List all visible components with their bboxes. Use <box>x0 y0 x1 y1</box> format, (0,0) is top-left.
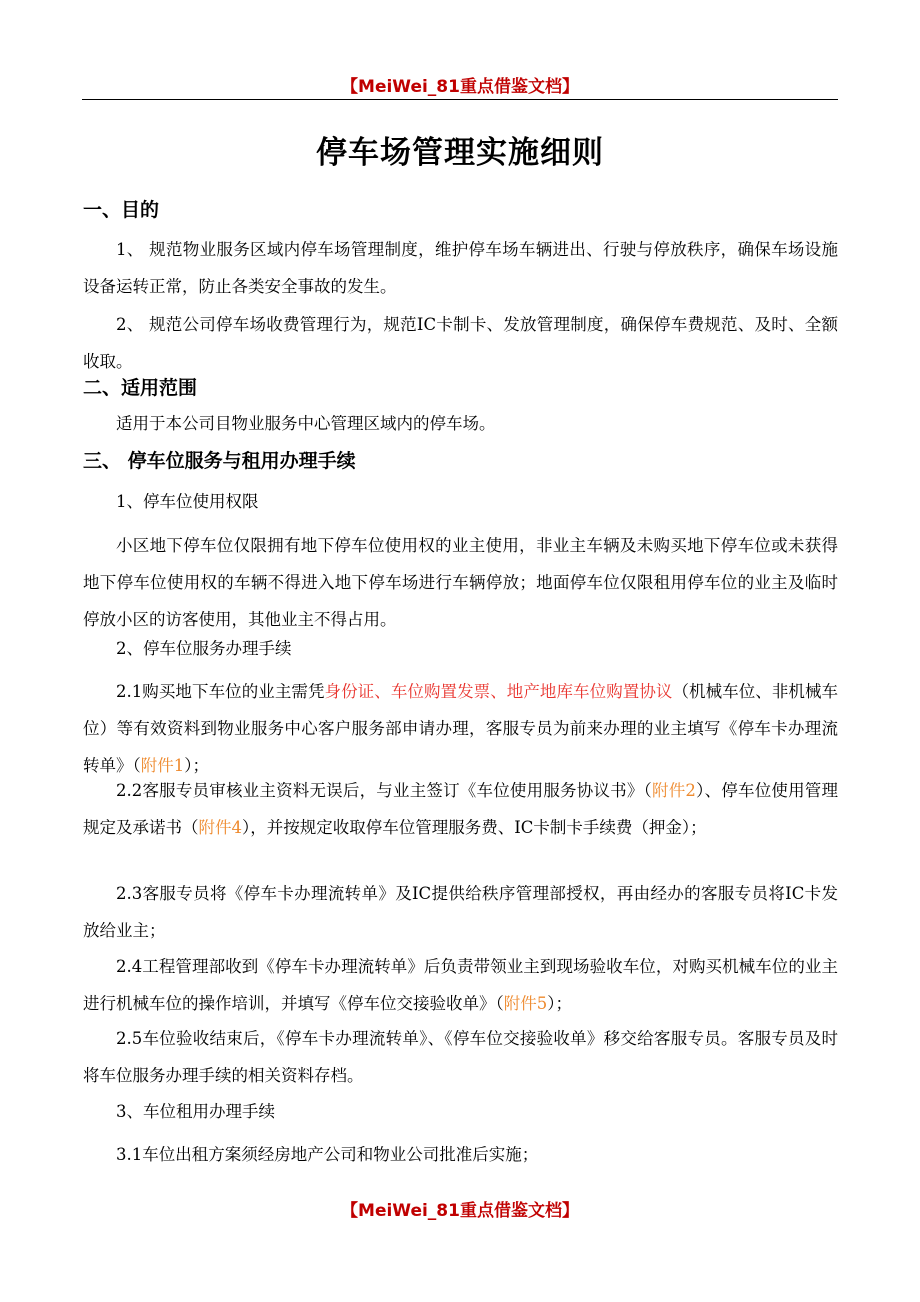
paragraph-2-2 <box>83 772 838 846</box>
highlight-text: 身份证 <box>324 682 375 701</box>
text-run: 2.4工程管理部收到《停车卡办理流转单》后负责带领业主到现场验收车位，对购买机械车位的业主进行机械车位的操作培训，并填写《停车位交接验收单》（ <box>83 957 838 1013</box>
text-run: 2.1购买地下车位的业主需凭 <box>116 682 325 701</box>
paragraph-3: 3、车位租用办理手续 <box>116 1102 275 1121</box>
highlight-text: 地产地库车位购置协议 <box>506 682 673 701</box>
text-run: ）； <box>184 756 209 775</box>
header-watermark: 【MeiWei_81重点借鉴文档】 <box>341 77 579 97</box>
paragraph-2-5: 2.5车位验收结束后，《停车卡办理流转单》、《停车位交接验收单》移交给客服专员。客服专员及时将车位服务办理手续的相关资料存档。 <box>83 1029 838 1085</box>
separator-text: 、 <box>374 682 391 701</box>
header-rule <box>82 99 838 100</box>
text-run: ），并按规定收取停车位管理服务费、IC卡制卡手续费（押金）； <box>242 818 707 837</box>
section-heading-parking: 三、 停车位服务与租用办理手续 <box>83 450 356 472</box>
separator-text: 、 <box>490 682 507 701</box>
text-run: 2.2客服专员审核业主资料无误后，与业主签订《车位使用服务协议书》（ <box>116 781 653 800</box>
paragraph: 2、停车位服务办理手续 <box>116 639 292 658</box>
paragraph: 适用于本公司目物业服务中心管理区域内的停车场。 <box>116 414 496 433</box>
section-heading-purpose: 一、目的 <box>83 199 160 221</box>
page-title: 停车场管理实施细则 <box>316 135 604 171</box>
paragraph-2-4 <box>83 948 838 1022</box>
text-run: ）； <box>547 994 572 1013</box>
section-heading-scope: 二、适用范围 <box>83 377 198 399</box>
footer-watermark: 【MeiWei_81重点借鉴文档】 <box>341 1201 579 1221</box>
attachment-ref: 附件1 <box>140 756 185 775</box>
attachment-ref: 附件2 <box>652 781 696 800</box>
attachment-ref: 附件5 <box>503 994 548 1013</box>
highlight-text: 车位购置发票 <box>390 682 491 701</box>
paragraph-3-1: 3.1车位出租方案须经房地产公司和物业公司批准后实施； <box>116 1145 539 1164</box>
paragraph: 2、 规范公司停车场收费管理行为，规范IC卡制卡、发放管理制度，确保停车费规范、及时、全额收取。 <box>83 315 838 371</box>
paragraph-2-1 <box>83 673 838 784</box>
paragraph: 1、停车位使用权限 <box>116 492 259 511</box>
text-run: ）、停车位使用管理规定及承诺书（ <box>83 781 839 837</box>
text-run: （机械车位、非机械车位）等有效资料到物业服务中心客户服务部申请办理，客服专员为前来办理的业主填写《停车卡办理流转单》（ <box>83 682 839 775</box>
paragraph-2-3: 2.3客服专员将《停车卡办理流转单》及IC提供给秩序管理部授权，再由经办的客服专员将IC卡发放给业主； <box>83 884 838 940</box>
attachment-ref: 附件4 <box>198 818 242 837</box>
paragraph: 1、 规范物业服务区域内停车场管理制度，维护停车场车辆进出、行驶与停放秩序，确保车场设施设备运转正常，防止各类安全事故的发生。 <box>83 240 838 296</box>
paragraph: 小区地下停车位仅限拥有地下停车位使用权的业主使用，非业主车辆及未购买地下停车位或未获得地下停车位使用权的车辆不得进入地下停车场进行车辆停放；地面停车位仅限租用停车位的业主及临时停放小区的访客使用，其他业主不得占用。 <box>83 536 838 629</box>
